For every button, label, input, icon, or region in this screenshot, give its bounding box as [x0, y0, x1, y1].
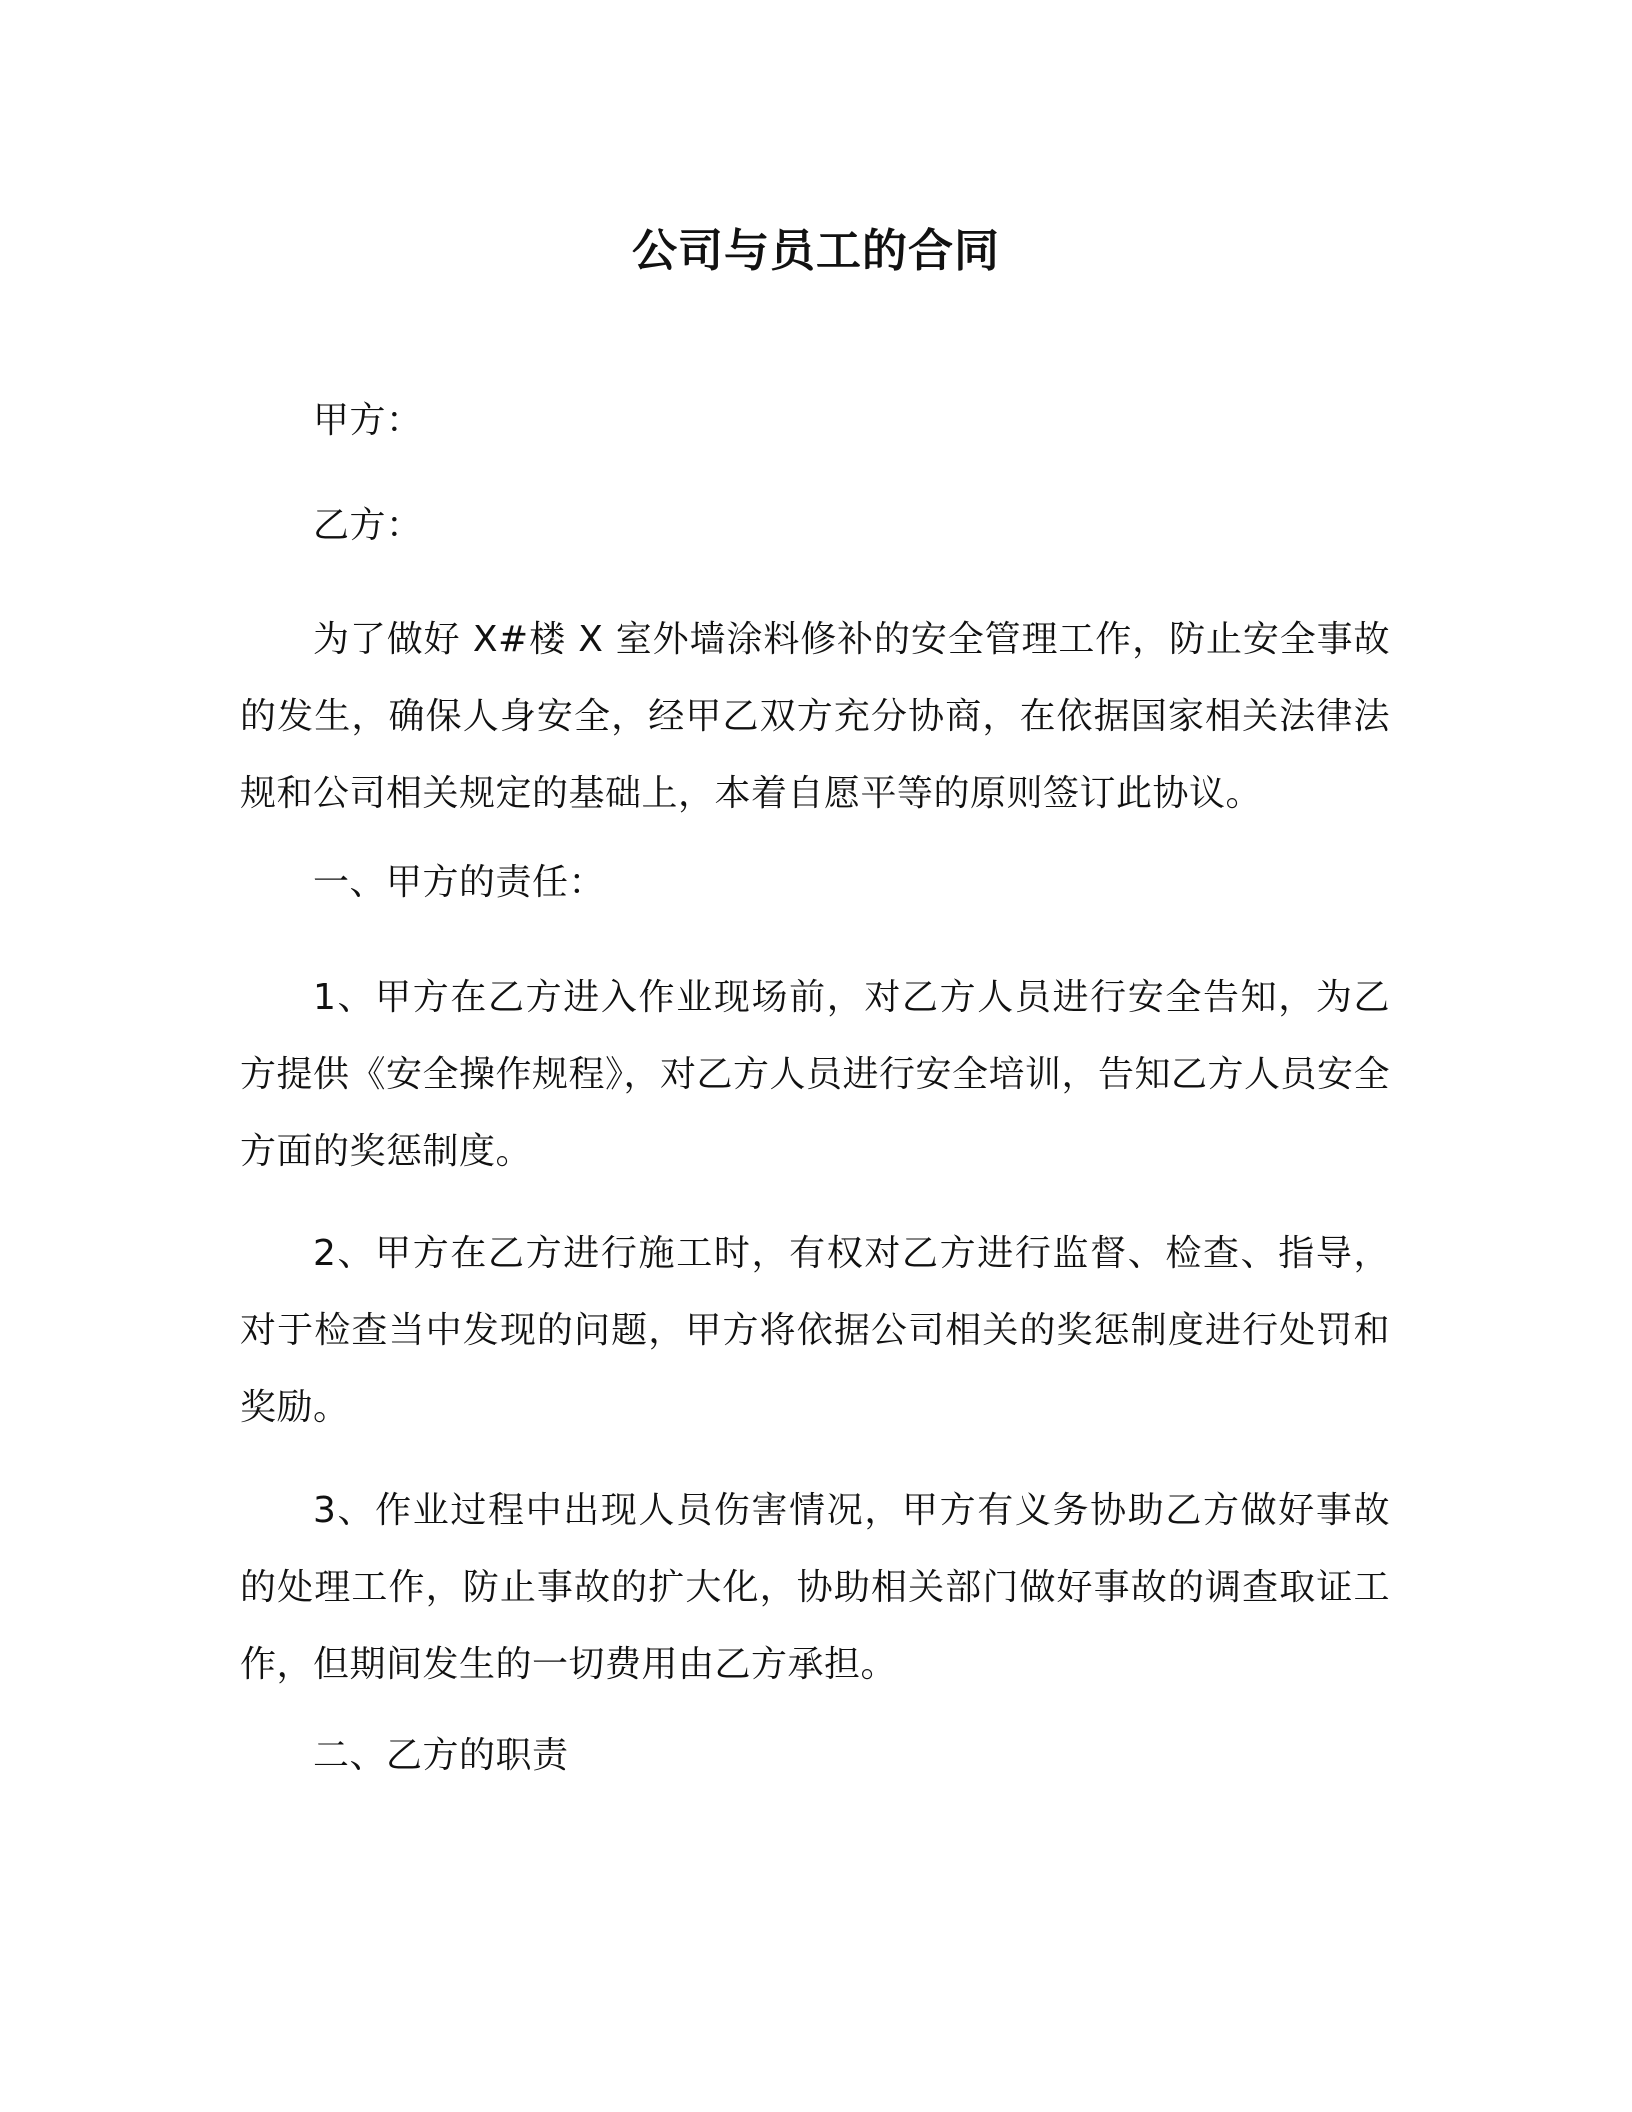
- party-b-label: 乙方：: [313, 505, 423, 546]
- clause-2: 2、甲方在乙方进行施工时，有权对乙方进行监督、检查、指导，对于检查当中发现的问题，甲方将依据公司相关的奖惩制度进行处罚和奖励。: [240, 1233, 1390, 1428]
- clause-3: 3、作业过程中出现人员伤害情况，甲方有义务协助乙方做好事故的处理工作，防止事故的扩大化，协助相关部门做好事故的调查取证工作，但期间发生的一切费用由乙方承担。: [240, 1490, 1390, 1685]
- intro-paragraph: 为了做好 X#楼 X 室外墙涂料修补的安全管理工作，防止安全事故的发生，确保人身安全，经甲乙双方充分协商，在依据国家相关法律法规和公司相关规定的基础上，本着自愿平等的原则签订此协议。: [240, 619, 1390, 814]
- party-a-label: 甲方：: [313, 400, 423, 441]
- section-heading-party-b-duties: 二、乙方的职责: [313, 1735, 569, 1776]
- document-title: 公司与员工的合同: [631, 224, 1000, 277]
- clause-1: 1、甲方在乙方进入作业现场前，对乙方人员进行安全告知，为乙方提供《安全操作规程》，对乙方人员进行安全培训，告知乙方人员安全方面的奖惩制度。: [240, 977, 1391, 1172]
- section-heading-party-a-responsibilities: 一、甲方的责任：: [313, 862, 606, 903]
